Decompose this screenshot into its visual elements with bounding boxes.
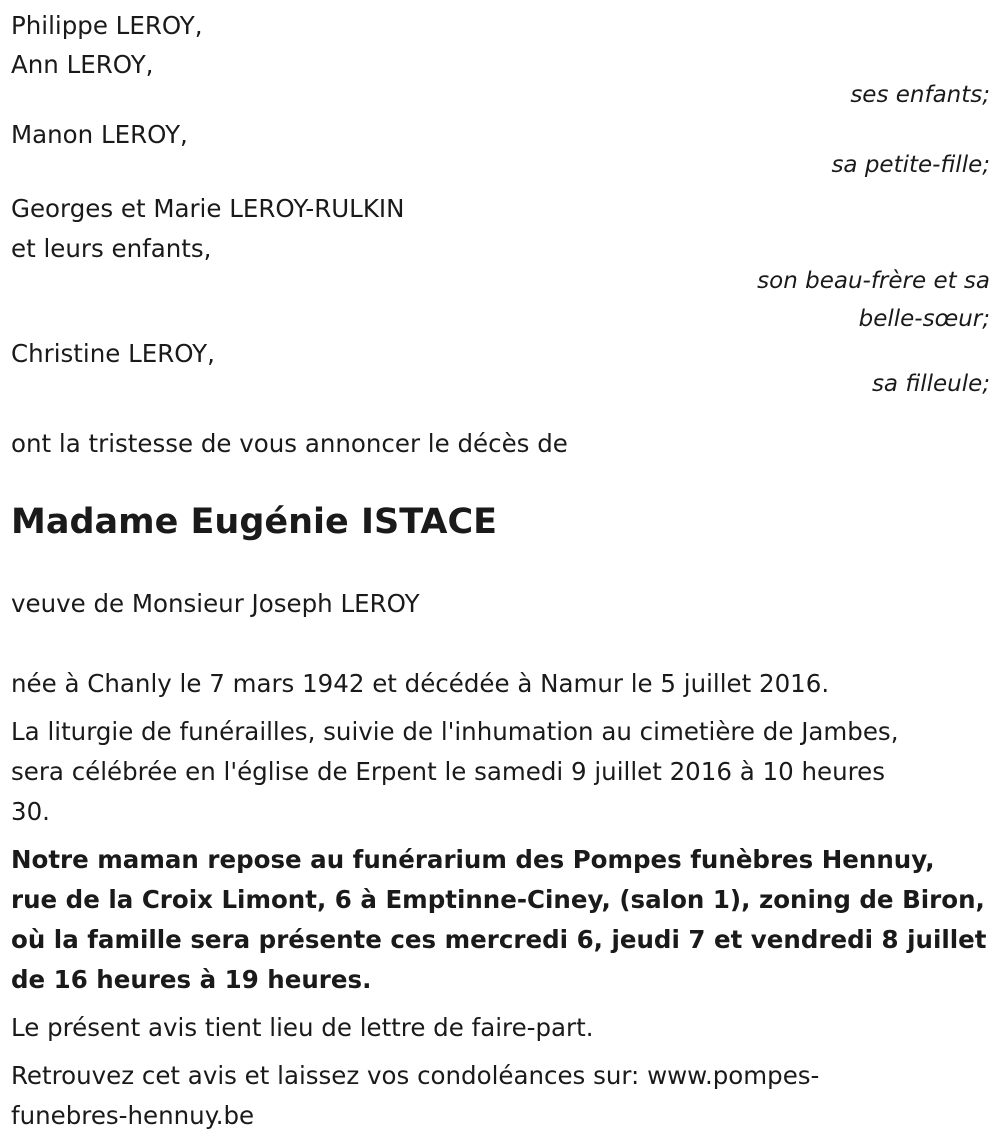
notice-text: Le présent avis tient lieu de lettre de faire-part. [11,1013,594,1042]
announcement-text: ont la tristesse de vous annoncer le décès de [11,429,568,458]
relation-label: son beau-frère et sa [757,268,990,294]
funerarium-line: où la famille sera présente ces mercredi 6, jeudi 7 et vendredi 8 juillet [11,925,987,954]
granddaughter-block [11,115,990,183]
family-name: Christine LEROY, [11,339,215,368]
condolences-paragraph [11,1056,990,1136]
liturgy-line: La liturgie de funérailles, suivie de l'inhumation au cimetière de Jambes, [11,717,899,746]
condolences-link[interactable]: funebres-hennuy.be [11,1101,255,1130]
funerarium-paragraph [11,840,990,1000]
family-name: Ann LEROY, [11,50,154,79]
relation-label: belle-sœur; [858,306,990,332]
goddaughter-block [11,334,990,402]
liturgy-line: 30. [11,797,50,826]
liturgy-line: sera célébrée en l'église de Erpent le samedi 9 juillet 2016 à 10 heures [11,757,885,786]
family-name: Georges et Marie LEROY-RULKIN [11,194,405,223]
relation-label: sa filleule; [871,371,990,397]
funerarium-line: de 16 heures à 19 heures. [11,965,372,994]
widow-of-text: veuve de Monsieur Joseph LEROY [11,589,420,618]
relation-label: ses enfants; [850,82,990,108]
liturgy-paragraph [11,712,990,832]
family-name: Philippe LEROY, [11,11,203,40]
inlaws-block [11,189,990,337]
family-name: et leurs enfants, [11,234,212,263]
children-block [11,0,990,113]
deceased-name: Madame Eugénie ISTACE [11,502,498,542]
relation-label: sa petite-fille; [831,152,990,178]
condolences-line: Retrouvez cet avis et laissez vos condoléances sur: www.pompes- [11,1061,820,1090]
funerarium-line: Notre maman repose au funérarium des Pompes funèbres Hennuy, [11,845,935,874]
funerarium-line: rue de la Croix Limont, 6 à Emptinne-Ciney, (salon 1), zoning de Biron, [11,885,985,914]
birth-death-text: née à Chanly le 7 mars 1942 et décédée à Namur le 5 juillet 2016. [11,669,830,698]
family-name: Manon LEROY, [11,120,188,149]
